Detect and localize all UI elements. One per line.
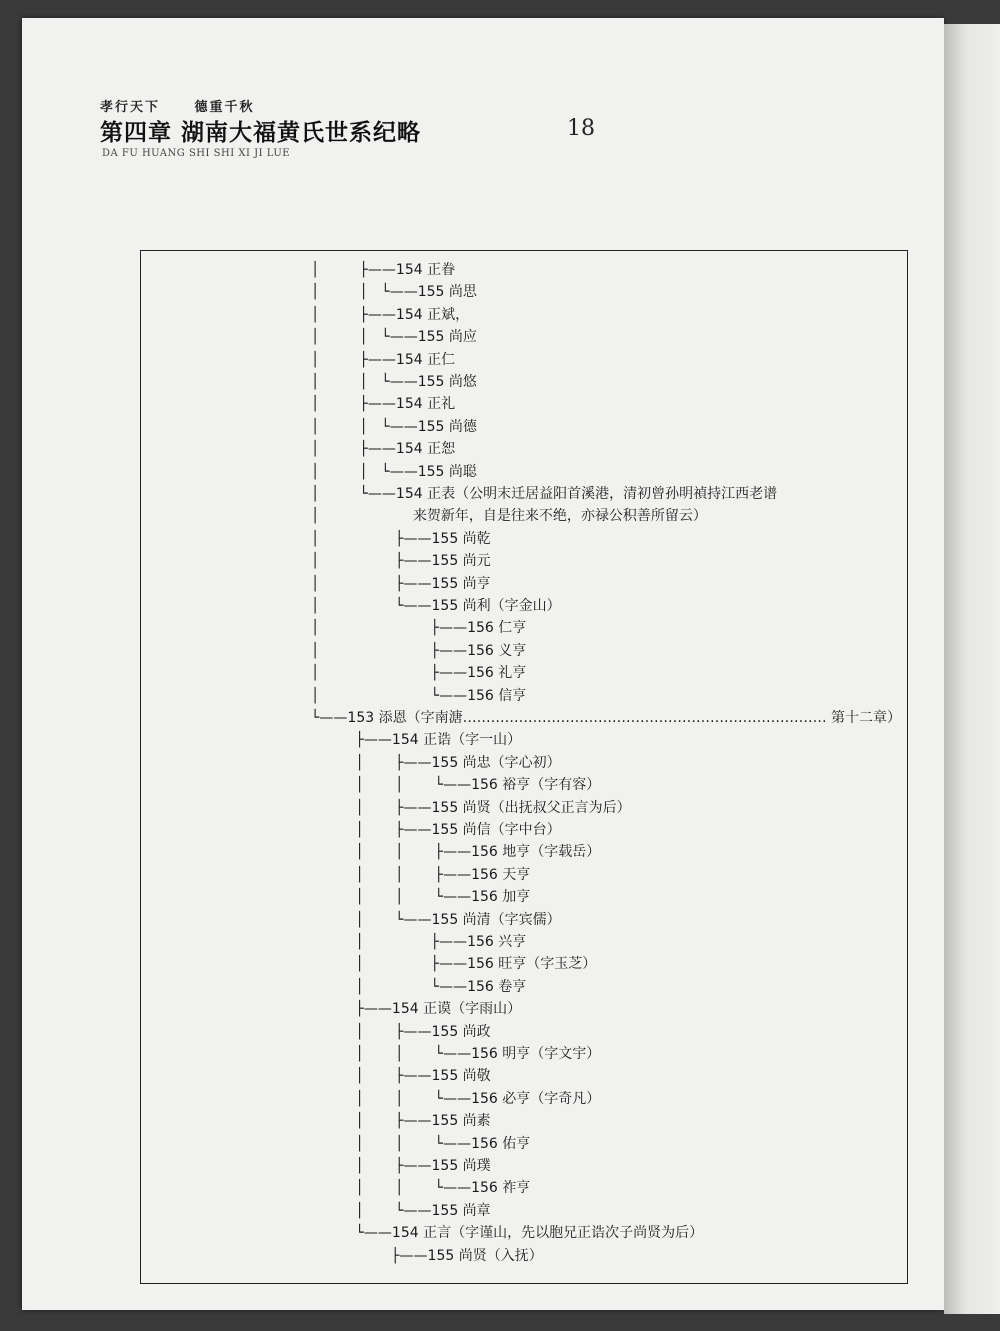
tree-line: │ ├——154 正礼 [311, 396, 456, 413]
tree-line: └——153 添恩（字南溏…………………………………………………………………… 第十二章） [311, 710, 902, 726]
header-motto [100, 96, 283, 115]
tree-line: ├——155 尚贤（入抚） [311, 1247, 543, 1264]
tree-line: │ │ └——156 佑亨 [311, 1135, 531, 1152]
tree-line: │ │ └——156 必亨（字奇凡） [311, 1090, 601, 1107]
tree-line: │ ├——155 尚素 [311, 1113, 491, 1130]
tree-line: │ ├——156 兴亨 [311, 934, 527, 950]
tree-line: │ │ ├——156 天亨 [311, 866, 531, 883]
tree-line: │ └——155 尚章 [311, 1202, 491, 1219]
tree-line: │ ├——155 尚忠（字心初） [311, 754, 561, 771]
tree-line: │ │ └——156 加亨 [311, 889, 531, 906]
tree-line: ├——154 正谟（字雨山） [311, 1001, 522, 1018]
tree-line: ├——154 正诰（字一山） [311, 732, 522, 749]
tree-line: │ ├——154 正眷 [311, 262, 456, 278]
tree-line: │ ├——154 正恕 [311, 441, 456, 458]
tree-line: │ ├——155 尚政 [311, 1023, 491, 1040]
tree-line: │ ├——155 尚元 [311, 553, 491, 570]
tree-line: │ ├——156 礼亨 [311, 665, 527, 682]
tree-line: │ │ └——156 明亨（字文宇） [311, 1046, 601, 1062]
chapter-title: 第四章 湖南大福黄氏世系纪略 [100, 120, 422, 146]
genealogy-frame [140, 250, 908, 1284]
tree-line: │ ├——154 正斌， [311, 306, 470, 323]
tree-line: │ │ └——155 尚思 [311, 284, 477, 301]
tree-line: │ └——156 信亨 [311, 687, 527, 704]
tree-line: │ ├——155 尚璞 [311, 1158, 491, 1174]
tree-line: │ │ └——156 祚亨 [311, 1180, 531, 1197]
motto-left: 孝行天下 [100, 100, 161, 115]
tree-line: │ └——155 尚清（字宾儒） [311, 911, 561, 928]
tree-line: │ ├——155 尚敬 [311, 1068, 491, 1085]
tree-line: │ ├——155 尚乾 [311, 530, 491, 547]
tree-line: │ │ └——155 尚悠 [311, 374, 477, 390]
tree-line: │ └——156 卷亨 [311, 978, 527, 995]
tree-line: │ │ └——155 尚应 [311, 329, 477, 346]
tree-line: │ ├——156 旺亨（字玉芝） [311, 956, 597, 973]
tree-line: │ └——154 正表（公明末迁居益阳首溪港，清初曾孙明禎持江西老谱 [311, 486, 778, 502]
pinyin-title: DA FU HUANG SHI SHI XI JI LUE [102, 148, 291, 159]
tree-line: │ ├——154 正仁 [311, 351, 456, 368]
tree-line: │ └——155 尚利（字金山） [311, 598, 561, 614]
tree-line: │ ├——155 尚信（字中台） [311, 822, 561, 838]
motto-right: 德重千秋 [194, 100, 255, 115]
tree-line: │ │ └——155 尚德 [311, 418, 477, 435]
tree-line: └——154 正言（字谨山，先以胞兄正诰次子尚贤为后） [311, 1225, 704, 1242]
document-page [22, 18, 944, 1310]
tree-line: │ ├——156 仁亨 [311, 620, 527, 637]
tree-line: │ ├——156 义亨 [311, 642, 527, 659]
adjacent-page-edge [944, 24, 1000, 1314]
tree-line: │ │ └——156 裕亨（字有容） [311, 777, 601, 794]
tree-line: │ 来贺新年，自是往来不绝，亦禄公积善所留云） [311, 508, 707, 525]
tree-line: │ │ ├——156 地亨（字载岳） [311, 844, 601, 861]
tree-line: │ │ └——155 尚聪 [311, 463, 477, 480]
tree-line: │ ├——155 尚亨 [311, 575, 491, 592]
page-number: 18 [567, 116, 595, 141]
tree-line: │ ├——155 尚贤（出抚叔父正言为后） [311, 799, 631, 816]
